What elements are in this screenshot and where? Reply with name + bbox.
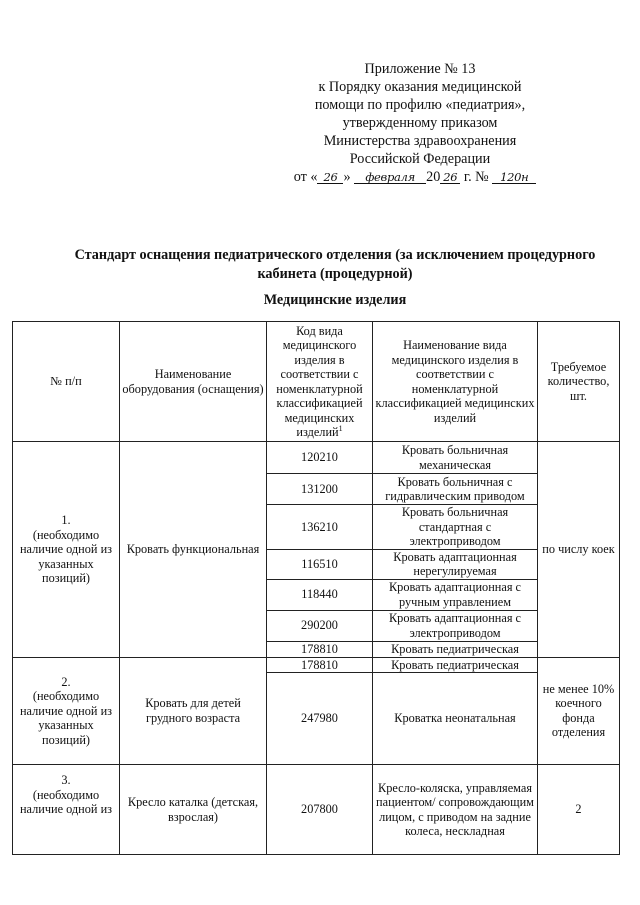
code-cell: 247980 — [267, 673, 373, 765]
appendix-line: помощи по профилю «педиатрия», — [314, 97, 526, 113]
date-month-handwritten: февраля — [354, 171, 426, 184]
kind-cell: Кровать педиатрическая — [373, 641, 538, 657]
appendix-header — [293, 60, 540, 186]
section-title: Медицинские изделия — [263, 292, 407, 308]
code-cell: 178810 — [267, 657, 373, 673]
code-cell: 178810 — [267, 641, 373, 657]
date-year-prefix: 20 — [426, 169, 441, 185]
code-cell: 131200 — [267, 474, 373, 505]
code-cell: 207800 — [267, 765, 373, 855]
group-num-cell — [13, 765, 120, 855]
qty-cell: не менее 10% коечного фонда отделения — [538, 657, 620, 765]
table-header-row — [13, 322, 620, 442]
qty-cell: по числу коек — [538, 442, 620, 658]
group-num-cell — [13, 657, 120, 765]
appendix-line: утвержденному приказом — [342, 115, 498, 131]
date-day-handwritten: 26 — [317, 171, 343, 184]
header-code-text: Код вида медицинского изделия в соответствии с номенклатурной классификацией медицинских изделий — [276, 323, 363, 439]
kind-cell: Кровать больничная с гидравлическим приводом — [373, 474, 538, 505]
table-row — [13, 442, 620, 474]
code-cell: 116510 — [267, 549, 373, 579]
group-number: 3. — [61, 773, 71, 787]
date-prefix: от « — [293, 169, 318, 185]
kind-cell: Кровать педиатрическая — [373, 657, 538, 673]
appendix-line: Министерства здравоохранения — [323, 133, 517, 149]
group-number: 1. — [61, 513, 71, 527]
date-year-suffix: г. № — [460, 169, 489, 185]
group-num-cell — [13, 442, 120, 658]
header-num: № п/п — [13, 322, 120, 442]
date-year-handwritten: 26 — [440, 171, 460, 184]
kind-cell: Кресло-коляска, управляемая пациентом/ сопровождающим лицом, с приводом на задние колеса, нескладная — [373, 765, 538, 855]
kind-cell: Кровать адаптационная нерегулируемая — [373, 549, 538, 579]
footnote-marker: 1 — [338, 423, 343, 433]
group-note: (необходимо наличие одной из указанных позиций) — [19, 689, 113, 747]
appendix-line: к Порядку оказания медицинской — [318, 79, 522, 95]
kind-cell: Кроватка неонатальная — [373, 673, 538, 765]
equipment-name: Кровать для детей грудного возраста — [120, 657, 267, 765]
kind-cell: Кровать адаптационная с электроприводом — [373, 610, 538, 641]
header-name: Наименование оборудования (оснащения) — [120, 322, 267, 442]
kind-cell: Кровать адаптационная с ручным управлением — [373, 579, 538, 610]
equipment-name: Кресло каталка (детская, взрослая) — [120, 765, 267, 855]
equipment-name: Кровать функциональная — [120, 442, 267, 658]
group-note: (необходимо наличие одной из — [19, 787, 113, 816]
code-cell: 136210 — [267, 505, 373, 550]
order-date-line — [290, 168, 540, 186]
appendix-line: Приложение № 13 — [364, 61, 476, 77]
document-title: Стандарт оснащения педиатрического отделения (за исключением процедурного кабинета (процедурной) — [74, 247, 596, 282]
table-row — [13, 765, 620, 855]
group-number: 2. — [61, 674, 71, 689]
qty-cell: 2 — [538, 765, 620, 855]
kind-cell: Кровать больничная механическая — [373, 442, 538, 474]
table-row — [13, 657, 620, 673]
kind-cell: Кровать больничная стандартная с электроприводом — [373, 505, 538, 550]
code-cell: 120210 — [267, 442, 373, 474]
code-cell: 118440 — [267, 579, 373, 610]
header-code — [267, 322, 373, 442]
header-qty: Требуемое количество, шт. — [538, 322, 620, 442]
date-sep: » — [343, 169, 351, 185]
appendix-line: Российской Федерации — [349, 151, 491, 167]
code-cell: 290200 — [267, 610, 373, 641]
equipment-table — [12, 321, 620, 855]
header-kind: Наименование вида медицинского изделия в соответствии с номенклатурной классификацией медицинских изделий — [373, 322, 538, 442]
group-note: (необходимо наличие одной из указанных позиций) — [19, 527, 113, 585]
order-number-handwritten: 120н — [492, 171, 536, 184]
